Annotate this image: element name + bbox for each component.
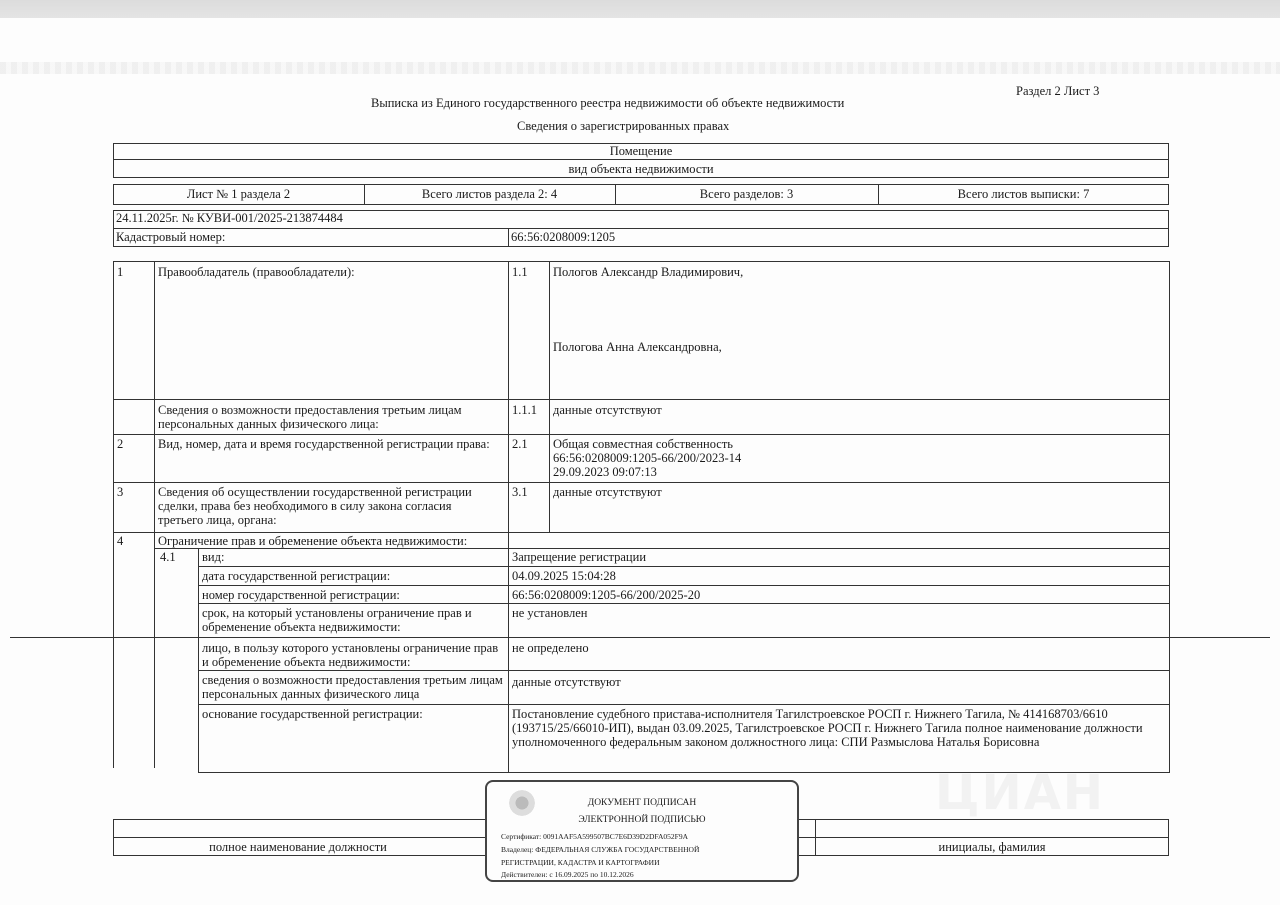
encumbrance-beneficiary-value: не определено [512, 641, 589, 655]
row-4-label: Ограничение прав и обременение объекта недвижимости: [158, 534, 468, 548]
row-2-sub: 2.1 [512, 437, 528, 451]
encumbrance-personal-data-value: данные отсутствуют [512, 675, 621, 689]
doc-ref-number: 24.11.2025г. № КУВИ-001/2025-213874484 [116, 211, 343, 225]
owner-2: Пологова Анна Александровна, [553, 340, 722, 354]
encumbrance-date-value: 04.09.2025 15:04:28 [512, 569, 616, 583]
scan-artifact [0, 62, 1280, 74]
row-3-sub: 3.1 [512, 485, 528, 499]
encumbrance-number-label: номер государственной регистрации: [202, 588, 400, 602]
encumbrance-type-label: вид: [202, 550, 225, 564]
stamp-validity: Действителен: с 16.09.2025 по 10.12.2026 [501, 870, 634, 879]
encumbrance-beneficiary-label: лицо, в пользу которого установлены ограничение прав и обременение объекта недвижимости: [202, 641, 499, 669]
row-1b-label: Сведения о возможности предоставления третьим лицам персональных данных физического лица: [158, 403, 462, 431]
row-2-label: Вид, номер, дата и время государственной регистрации права: [158, 437, 490, 451]
right-type: Общая совместная собственность [553, 437, 734, 451]
encumbrance-personal-data-label: сведения о возможности предоставления третьим лицам персональных данных физического лица [202, 673, 503, 701]
encumbrance-term-value: не установлен [512, 606, 588, 620]
row-2-number: 2 [117, 437, 124, 451]
stamp-line-1: ДОКУМЕНТ ПОДПИСАН [587, 798, 697, 808]
row-1b-value: данные отсутствуют [553, 403, 662, 417]
row-3-value: данные отсутствуют [553, 485, 662, 499]
cadastral-label: Кадастровый номер: [116, 230, 226, 244]
row-4-number: 4 [117, 534, 124, 548]
right-reg-number: 66:56:0208009:1205-66/200/2023-14 [553, 451, 742, 465]
extract-sheets-total: Всего листов выписки: 7 [957, 187, 1090, 201]
owner-1: Пологов Александр Владимирович, [553, 265, 744, 279]
encumbrance-basis-label: основание государственной регистрации: [202, 707, 423, 721]
section-sheet-label: Раздел 2 Лист 3 [1016, 84, 1100, 98]
right-reg-datetime: 29.09.2023 09:07:13 [553, 465, 657, 479]
row-1-sub: 1.1 [512, 265, 528, 279]
row-1-label: Правообладатель (правообладатели): [158, 265, 355, 279]
watermark: ЦИАН [935, 765, 1106, 821]
encumbrance-term-label: срок, на который установлены ограничение прав и обременение объекта недвижимости: [202, 606, 472, 634]
object-type-value: Помещение [609, 144, 673, 158]
stamp-owner-2: РЕГИСТРАЦИИ, КАДАСТРА И КАРТОГРАФИИ [501, 858, 660, 867]
encumbrance-basis-value: Постановление судебного пристава-исполнителя Тагилстроевское РОСП г. Нижнего Тагила, № 414168703/6610 (193715/25/66010-ИП), выдан 03.09.2025, Тагилстроевское РОСП г. Нижнего Тагила полное наименование должности уполномоченного федеральным законом должностного лица: СПИ Размыслова Наталья Борисовна [512, 707, 1143, 749]
sections-total: Всего разделов: 3 [699, 187, 794, 201]
encumbrance-number-value: 66:56:0208009:1205-66/200/2025-20 [512, 588, 701, 602]
row-1-number: 1 [117, 265, 124, 279]
scan-edge [0, 0, 1280, 18]
document-title: Выписка из Единого государственного реестра недвижимости об объекте недвижимости [371, 96, 845, 110]
stamp-certificate: Сертификат: 0091AAF5A599507BC7E6D39D2DFA052F9A [501, 832, 689, 841]
encumbrance-date-label: дата государственной регистрации: [202, 569, 391, 583]
sheet-number: Лист № 1 раздела 2 [186, 187, 291, 201]
row-3-number: 3 [117, 485, 124, 499]
name-label: инициалы, фамилия [938, 840, 1046, 854]
stamp-owner-1: Владелец: ФЕДЕРАЛЬНАЯ СЛУЖБА ГОСУДАРСТВЕННОЙ [501, 845, 700, 854]
document-subtitle: Сведения о зарегистрированных правах [517, 119, 730, 133]
stamp-line-2: ЭЛЕКТРОННОЙ ПОДПИСЬЮ [578, 815, 706, 825]
position-label: полное наименование должности [209, 840, 387, 854]
cadastral-number: 66:56:0208009:1205 [511, 230, 616, 244]
encumbrance-type-value: Запрещение регистрации [512, 550, 647, 564]
row-3-label: Сведения об осуществлении государственной регистрации сделки, права без необходимого в силу закона согласия третьего лица, органа: [158, 485, 472, 527]
object-type-label: вид объекта недвижимости [568, 162, 714, 176]
row-4-sub: 4.1 [160, 550, 176, 564]
section-sheets-total: Всего листов раздела 2: 4 [421, 187, 558, 201]
electronic-signature-stamp [485, 780, 799, 882]
row-1b-sub: 1.1.1 [512, 403, 537, 417]
